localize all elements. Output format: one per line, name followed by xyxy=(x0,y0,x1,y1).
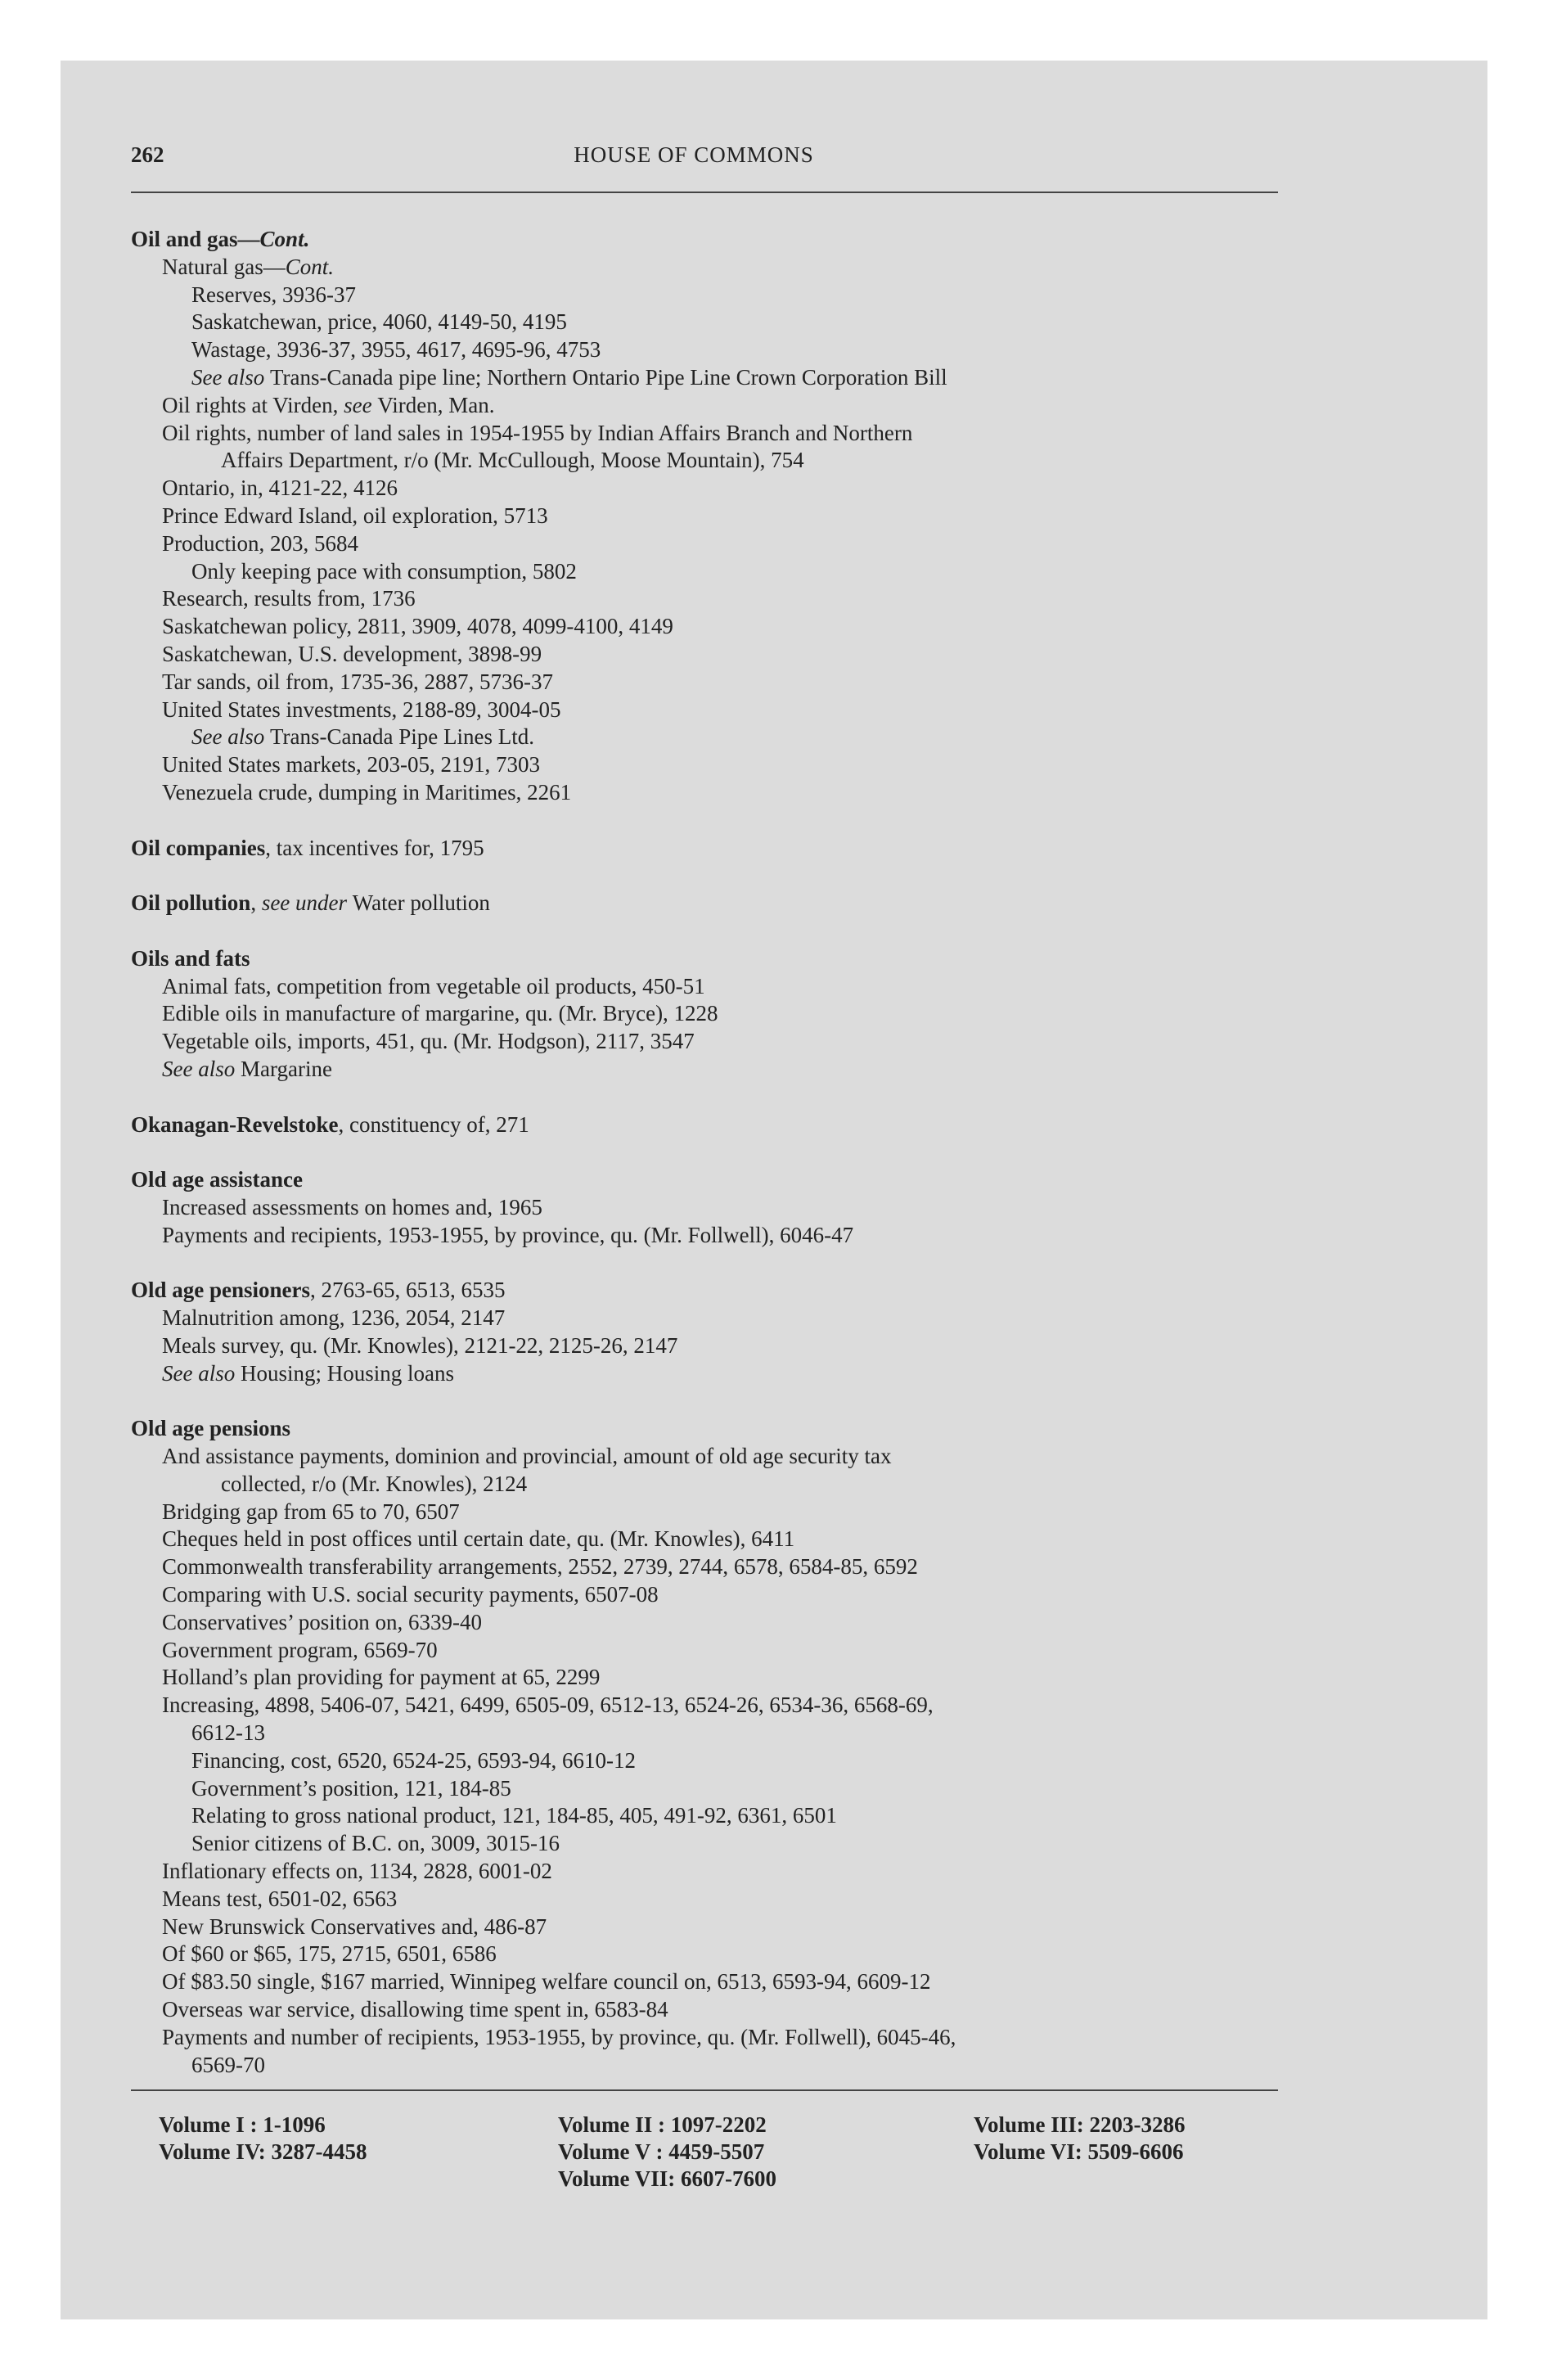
index-subentry xyxy=(131,1471,1293,1499)
entry-text: Means test, 6501-02, 6563 xyxy=(162,1886,398,1911)
index-subentry xyxy=(131,751,1293,779)
volume-range: Volume II : 1097-2202 xyxy=(558,2112,767,2137)
index-entry xyxy=(131,945,1293,1084)
entry-heading: Old age pensions xyxy=(131,1416,291,1441)
index-entry xyxy=(131,835,1293,863)
index-entry xyxy=(131,890,1293,917)
index-subentry xyxy=(131,530,1293,558)
index-subentry xyxy=(131,1222,1293,1250)
volume-range: Volume IV: 3287-4458 xyxy=(159,2139,367,2164)
index-subentry xyxy=(131,392,1293,420)
entry-text: Oil rights at Virden, xyxy=(162,392,344,417)
index-subentry xyxy=(131,420,1293,448)
index-subentry xyxy=(131,282,1293,309)
entry-text: Commonwealth transferability arrangements, 2552, 2739, 2744, 6578, 6584-85, 6592 xyxy=(162,1554,918,1580)
index-heading-line xyxy=(131,890,1293,917)
index-subentry xyxy=(131,2024,1293,2052)
index-subentry xyxy=(131,1720,1293,1747)
index-subentry xyxy=(131,2052,1293,2080)
entry-text: Tar sands, oil from, 1735-36, 2887, 5736-37 xyxy=(162,669,554,694)
index-subentry xyxy=(131,1499,1293,1526)
entry-text: Animal fats, competition from vegetable oil products, 450-51 xyxy=(162,973,705,998)
entry-text: Of $83.50 single, $167 married, Winnipeg welfare council on, 6513, 6593-94, 6609-12 xyxy=(162,1969,931,1995)
entry-text: Meals survey, qu. (Mr. Knowles), 2121-22, 2125-26, 2147 xyxy=(162,1332,678,1358)
entry-text: Ontario, in, 4121-22, 4126 xyxy=(162,476,398,501)
cross-reference-label: See also xyxy=(191,724,270,750)
entry-heading: Okanagan-Revelstoke xyxy=(131,1111,339,1137)
volume-range: Volume VI: 5509-6606 xyxy=(974,2139,1184,2164)
index-subentry xyxy=(131,1858,1293,1886)
index-subentry xyxy=(131,973,1293,1001)
entry-text: Saskatchewan, U.S. development, 3898-99 xyxy=(162,641,542,666)
entry-text: Production, 203, 5684 xyxy=(162,530,358,556)
entry-text: , constituency of, 271 xyxy=(338,1111,529,1137)
index-body xyxy=(131,226,1293,2079)
entry-text: Wastage, 3936-37, 3955, 4617, 4695-96, 4753 xyxy=(191,337,601,363)
index-subentry xyxy=(131,558,1293,586)
index-subentry xyxy=(131,1609,1293,1637)
entry-text: Cheques held in post offices until certain date, qu. (Mr. Knowles), 6411 xyxy=(162,1526,795,1552)
index-subentry xyxy=(131,1056,1293,1084)
index-subentry xyxy=(131,309,1293,336)
index-subentry xyxy=(131,723,1293,751)
index-subentry xyxy=(131,641,1293,669)
entry-text: Payments and recipients, 1953-1955, by province, qu. (Mr. Follwell), 6046-47 xyxy=(162,1222,854,1247)
index-subentry xyxy=(131,364,1293,392)
entry-text: Saskatchewan policy, 2811, 3909, 4078, 4099-4100, 4149 xyxy=(162,614,673,639)
index-heading-line xyxy=(131,835,1293,863)
continued-label: Cont. xyxy=(285,254,334,279)
index-subentry xyxy=(131,1830,1293,1858)
index-subentry xyxy=(131,1941,1293,1968)
entry-text: , xyxy=(250,890,262,916)
index-entry xyxy=(131,1415,1293,2079)
cross-reference-label: See also xyxy=(191,364,270,390)
index-subentry xyxy=(131,336,1293,364)
entry-text: New Brunswick Conservatives and, 486-87 xyxy=(162,1913,547,1939)
index-heading-line xyxy=(131,1111,1293,1139)
entry-text: Government’s position, 121, 184-85 xyxy=(191,1775,511,1801)
cross-reference-label: See also xyxy=(162,1360,241,1386)
index-subentry xyxy=(131,254,1293,282)
entry-heading: Oil pollution xyxy=(131,890,251,916)
entry-text: Trans-Canada Pipe Lines Ltd. xyxy=(269,724,534,750)
entry-heading: Old age pensioners xyxy=(131,1278,311,1303)
entry-text: Affairs Department, r/o (Mr. McCullough, Moose Mountain), 754 xyxy=(221,448,804,473)
volume-range: Volume VII: 6607-7600 xyxy=(558,2166,777,2191)
entry-text: Oil rights, number of land sales in 1954-1955 by Indian Affairs Branch and Northern xyxy=(162,420,913,445)
index-subentry xyxy=(131,1747,1293,1775)
entry-text: Housing; Housing loans xyxy=(240,1360,454,1386)
index-subentry xyxy=(131,585,1293,613)
index-subentry xyxy=(131,1886,1293,1913)
index-subentry xyxy=(131,669,1293,696)
index-subentry xyxy=(131,503,1293,530)
entry-text: , tax incentives for, 1795 xyxy=(265,835,484,860)
entry-text: Payments and number of recipients, 1953-1955, by province, qu. (Mr. Follwell), 6045-46, xyxy=(162,2024,956,2049)
index-subentry xyxy=(131,1360,1293,1388)
entry-text: And assistance payments, dominion and provincial, amount of old age security tax xyxy=(162,1444,892,1469)
entry-text: Edible oils in manufacture of margarine, qu. (Mr. Bryce), 1228 xyxy=(162,1001,718,1026)
index-entry xyxy=(131,1277,1293,1387)
entry-text: Saskatchewan, price, 4060, 4149-50, 4195 xyxy=(191,309,567,335)
index-heading-line xyxy=(131,1415,1293,1443)
cross-reference-label: see xyxy=(344,392,378,417)
index-entry xyxy=(131,1166,1293,1249)
index-subentry xyxy=(131,1000,1293,1028)
cross-reference-label: see under xyxy=(261,890,353,916)
index-heading-line xyxy=(131,226,1293,254)
entry-text: Prince Edward Island, oil exploration, 5713 xyxy=(162,503,548,528)
entry-heading-continued: Cont. xyxy=(259,227,310,251)
volume-range: Volume III: 2203-3286 xyxy=(974,2112,1186,2137)
entry-text: Holland’s plan providing for payment at 65, 2299 xyxy=(162,1665,601,1690)
index-subentry xyxy=(131,1968,1293,1996)
index-subentry xyxy=(131,779,1293,807)
entry-text: Of $60 or $65, 175, 2715, 6501, 6586 xyxy=(162,1941,497,1967)
entry-text: Trans-Canada pipe line; Northern Ontario Pipe Line Crown Corporation Bill xyxy=(269,364,947,390)
entry-text: Only keeping pace with consumption, 5802 xyxy=(191,558,577,584)
entry-heading: Oils and fats xyxy=(131,945,250,971)
entry-text: Relating to gross national product, 121, 184-85, 405, 491-92, 6361, 6501 xyxy=(191,1803,837,1828)
entry-text: collected, r/o (Mr. Knowles), 2124 xyxy=(221,1471,528,1496)
index-entry xyxy=(131,1111,1293,1139)
index-subentry xyxy=(131,1637,1293,1665)
entry-text: Comparing with U.S. social security payments, 6507-08 xyxy=(162,1582,659,1607)
index-heading-line xyxy=(131,1277,1293,1305)
index-subentry xyxy=(131,1526,1293,1553)
index-entry xyxy=(131,226,1293,807)
entry-text: , 2763-65, 6513, 6535 xyxy=(310,1278,506,1303)
entry-text: Virden, Man. xyxy=(377,392,495,417)
index-subentry xyxy=(131,1194,1293,1222)
index-subentry xyxy=(131,1028,1293,1056)
index-subentry xyxy=(131,1775,1293,1803)
index-subentry xyxy=(131,1305,1293,1332)
entry-text: Water pollution xyxy=(352,890,490,916)
entry-heading: Oil companies xyxy=(131,835,266,860)
index-subentry xyxy=(131,1664,1293,1692)
entry-text: Senior citizens of B.C. on, 3009, 3015-16 xyxy=(191,1831,560,1856)
entry-text: Natural gas— xyxy=(162,254,286,279)
entry-text: Inflationary effects on, 1134, 2828, 6001-02 xyxy=(162,1859,552,1884)
entry-text: Malnutrition among, 1236, 2054, 2147 xyxy=(162,1305,506,1331)
index-subentry xyxy=(131,696,1293,724)
index-subentry xyxy=(131,1692,1293,1720)
page-number: 262 xyxy=(131,142,164,167)
index-heading-line xyxy=(131,1166,1293,1194)
entry-text: Vegetable oils, imports, 451, qu. (Mr. Hodgson), 2117, 3547 xyxy=(162,1029,695,1054)
volume-range: Volume V : 4459-5507 xyxy=(558,2139,765,2164)
entry-text: 6569-70 xyxy=(191,2052,265,2077)
entry-text: Bridging gap from 65 to 70, 6507 xyxy=(162,1499,460,1524)
entry-text: Overseas war service, disallowing time spent in, 6583-84 xyxy=(162,1997,668,2022)
index-subentry xyxy=(131,1913,1293,1941)
entry-text: Increased assessments on homes and, 1965 xyxy=(162,1194,542,1219)
index-heading-line xyxy=(131,945,1293,973)
entry-text: 6612-13 xyxy=(191,1720,265,1746)
entry-text: United States markets, 203-05, 2191, 7303 xyxy=(162,752,540,778)
entry-text: Financing, cost, 6520, 6524-25, 6593-94, 6610-12 xyxy=(191,1747,636,1773)
entry-text: Venezuela crude, dumping in Maritimes, 2261 xyxy=(162,779,572,805)
entry-heading: Oil and gas— xyxy=(131,227,260,251)
entry-text: Conservatives’ position on, 6339-40 xyxy=(162,1609,482,1634)
index-subentry xyxy=(131,1443,1293,1471)
running-title: HOUSE OF COMMONS xyxy=(574,142,814,167)
index-subentry xyxy=(131,1802,1293,1830)
page-header xyxy=(110,142,1278,175)
entry-text: Increasing, 4898, 5406-07, 5421, 6499, 6505-09, 6512-13, 6524-26, 6534-36, 6568-69, xyxy=(162,1693,934,1718)
index-subentry xyxy=(131,1332,1293,1360)
index-subentry xyxy=(131,447,1293,475)
volume-range: Volume I : 1-1096 xyxy=(159,2112,326,2137)
header-rule xyxy=(131,192,1278,193)
entry-text: United States investments, 2188-89, 3004-05 xyxy=(162,696,561,722)
entry-text: Research, results from, 1736 xyxy=(162,586,416,611)
index-subentry xyxy=(131,1553,1293,1581)
index-subentry xyxy=(131,1996,1293,2024)
entry-text: Government program, 6569-70 xyxy=(162,1637,438,1662)
index-subentry xyxy=(131,1581,1293,1609)
entry-heading: Old age assistance xyxy=(131,1167,304,1192)
footer-rule xyxy=(131,2089,1278,2091)
entry-text: Margarine xyxy=(240,1056,332,1081)
index-subentry xyxy=(131,613,1293,641)
entry-text: Reserves, 3936-37 xyxy=(191,282,356,307)
cross-reference-label: See also xyxy=(162,1056,241,1081)
index-subentry xyxy=(131,475,1293,503)
